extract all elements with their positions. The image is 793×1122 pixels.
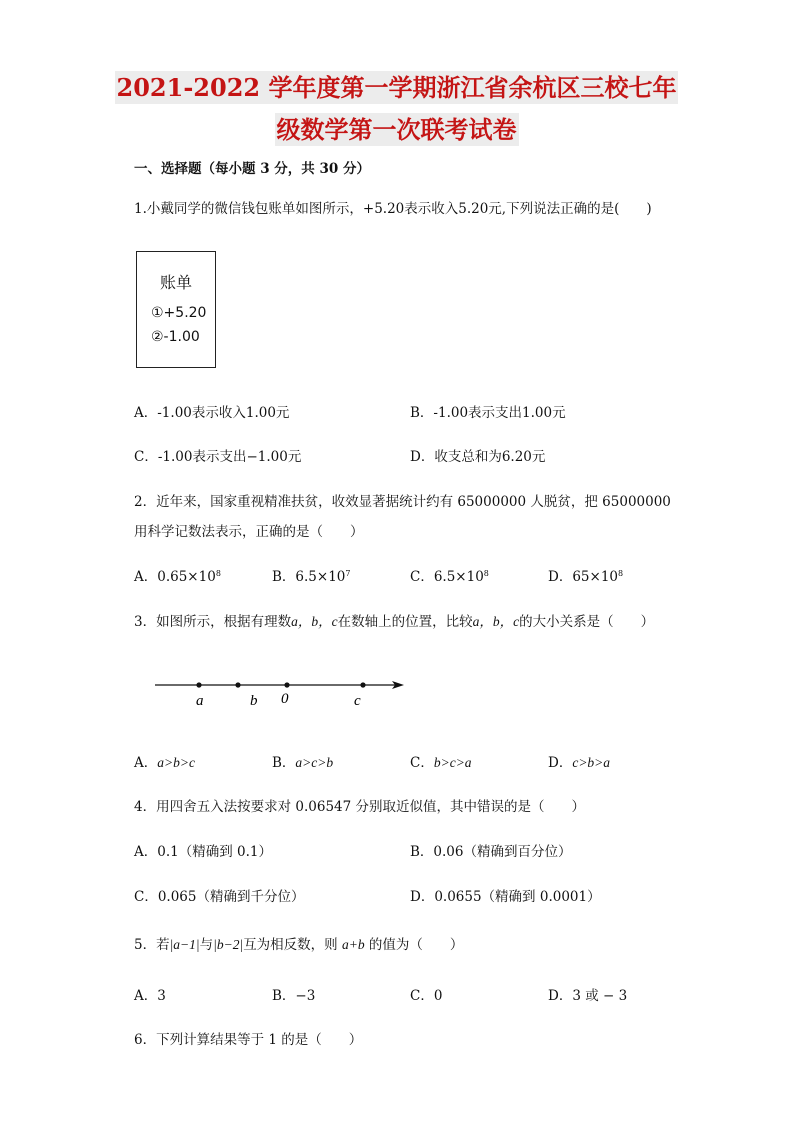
q2-option-c: C．$6.5\times 10^8$ — [410, 569, 489, 585]
title-line-1: 2021-2022 学年度第一学期浙江省余杭区三校七年 — [116, 73, 677, 102]
q5-option-d: D．3 或 − 3 — [548, 988, 628, 1004]
label-zero: 0 — [281, 691, 289, 707]
label-b: b — [250, 693, 258, 709]
point-b — [235, 682, 240, 687]
label-a: a — [196, 693, 204, 709]
q5-option-a: A．3 — [134, 988, 166, 1004]
q2-option-a: A．$0.65\times 10^8$ — [134, 569, 221, 585]
q3-option-d: D．c>b>a — [548, 755, 611, 771]
q4-option-d: D．0.0655（精确到 0.0001） — [410, 889, 601, 905]
bill-item-1: ①+5.20 — [151, 305, 207, 321]
q4-option-c: C．0.065（精确到千分位） — [134, 889, 305, 905]
q3-option-a: A．a>b>c — [134, 755, 195, 771]
q2-option-d: D．$65\times 10^8$ — [548, 569, 624, 585]
q3-stem: 3．如图所示，根据有理数a，b，c在数轴上的位置，比较a，b，c的大小关系是（ ） — [134, 614, 655, 630]
point-zero — [284, 682, 289, 687]
q4-stem: 4．用四舍五入法按要求对 0.06547 分别取近似值，其中错误的是（ ） — [134, 799, 585, 815]
q2-stem-line-1: 2．近年来，国家重视精准扶贫，收效显著据统计约有 65000000 人脱贫，把 65000000 — [134, 494, 671, 510]
q4-option-b: B．0.06（精确到百分位） — [410, 844, 572, 860]
q4-option-a: A．0.1（精确到 0.1） — [134, 844, 272, 860]
q3-option-c: C．b>c>a — [410, 755, 472, 771]
q5-option-c: C．0 — [410, 988, 443, 1004]
point-a — [196, 682, 201, 687]
q2-option-b: B．$6.5\times 10^7$ — [272, 569, 351, 585]
bill-figure — [136, 251, 216, 368]
q5-option-b: B．−3 — [272, 988, 316, 1004]
q1-option-c: C．-1.00表示支出−1.00元 — [134, 449, 302, 465]
q1-option-b: B．-1.00表示支出1.00元 — [410, 405, 566, 421]
title-line-2: 级数学第一次联考试卷 — [276, 115, 517, 144]
q1-option-a: A．-1.00表示收入1.00元 — [134, 405, 290, 421]
bill-item-2: ②-1.00 — [151, 329, 200, 345]
q2-stem-line-2: 用科学记数法表示，正确的是（ ） — [134, 524, 364, 540]
q3-option-b: B．a>c>b — [272, 755, 334, 771]
point-c — [360, 682, 365, 687]
bill-title: 账单 — [159, 273, 192, 292]
q5-stem: 5．若|a−1|与|b−2|互为相反数，则 a+b 的值为（ ） — [134, 937, 464, 953]
label-c: c — [354, 693, 361, 709]
number-line-figure — [150, 672, 410, 712]
q1-option-d: D．收支总和为6.20元 — [410, 449, 546, 465]
q1-stem: 1.小戴同学的微信钱包账单如图所示，+5.20表示收入5.20元,下列说法正确的是( ) — [134, 201, 652, 217]
q6-stem: 6．下列计算结果等于 1 的是（ ） — [134, 1032, 363, 1048]
section-heading: 一、选择题（每小题 3 分，共 30 分） — [134, 161, 370, 177]
